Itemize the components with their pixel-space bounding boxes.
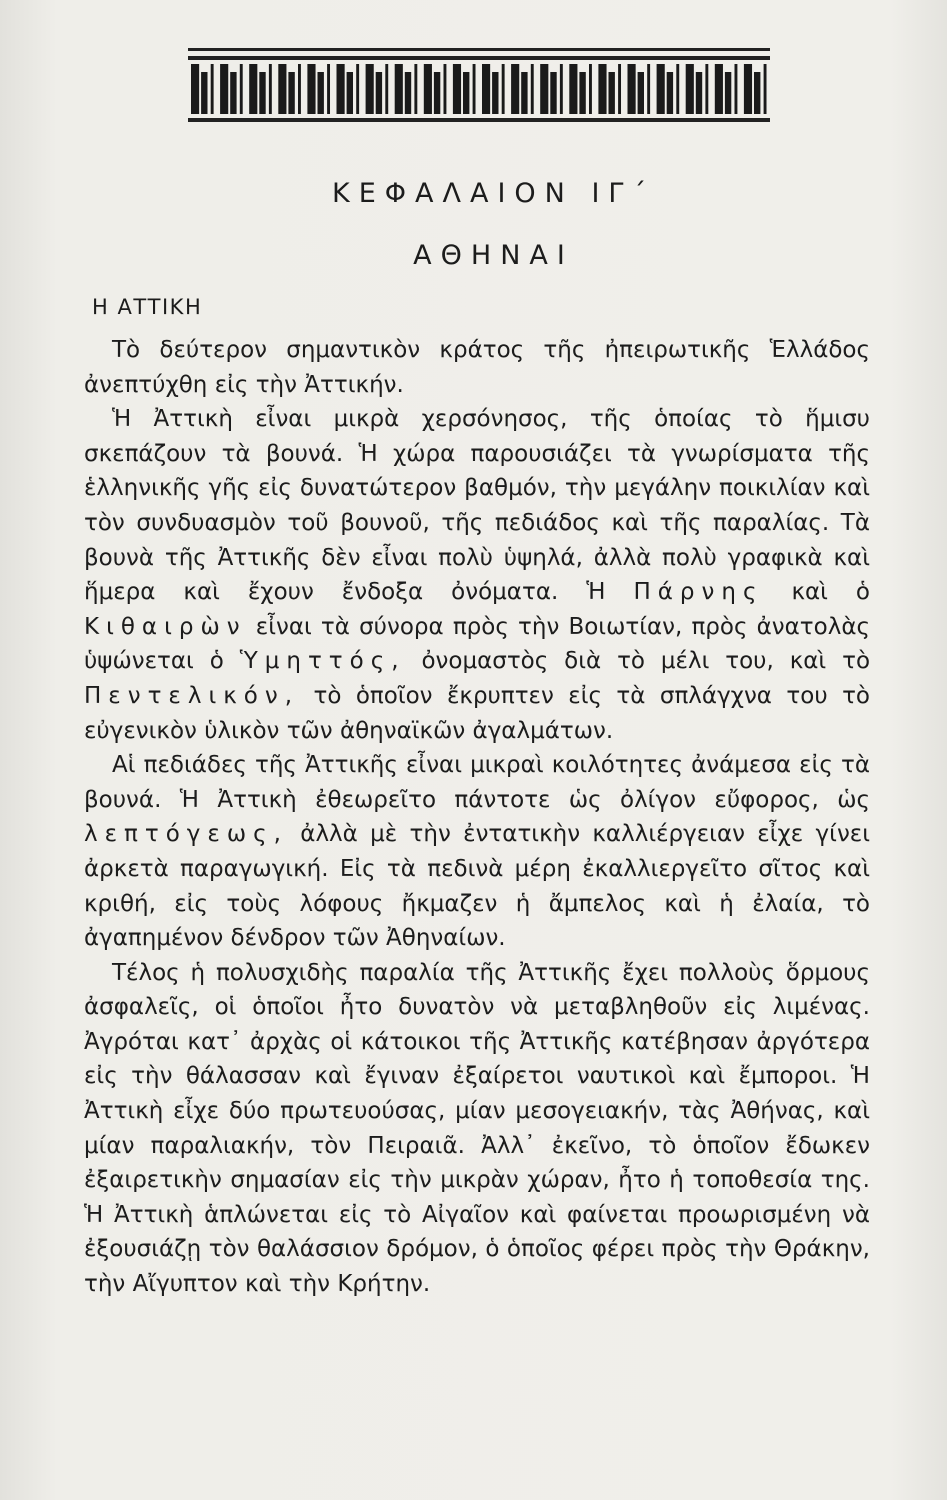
paragraph-3-text-a: Αἱ πεδιάδες τῆς Ἀττικῆς εἶναι μικραὶ κοιλότητες ἀνάμεσα εἰς τὰ βουνά. Ἡ Ἀττικὴ ἐθεωρεῖτο πάντοτε ὡς ὀλίγον εὔφορος, ὡς — [84, 752, 870, 813]
paragraph-3-text-b: ἀλλὰ μὲ τὴν ἐντατικὴν καλλιέργειαν εἶχε γίνει ἀρκετὰ παραγωγική. Εἰς τὰ πεδινὰ μέρη ἐκαλλιεργεῖτο σῖτος καὶ κριθή, εἰς τοὺς λόφους ἤκμαζεν ἡ ἄμπελος καὶ ἡ ἐλαία, τὸ ἀγαπημένον δένδρον τῶν Ἀθηναίων. — [84, 821, 871, 952]
spaced-name-parnes: Πάρνης — [633, 579, 764, 606]
paragraph-4: Τέλος ἡ πολυσχιδὴς παραλία τῆς Ἀττικῆς ἔχει πολλοὺς ὅρμους ἀσφαλεῖς, οἱ ὁποῖοι ἦτο δυνατὸν νὰ μεταβληθοῦν εἰς λιμένας. Ἀγρόται κατ᾽ ἀρχὰς οἱ κάτοικοι τῆς Ἀττικῆς κατέβησαν ἀργότερα εἰς τὴν θάλασσαν καὶ ἔγιναν ἐξαίρετοι ναυτικοὶ καὶ ἔμποροι. Ἡ Ἀττικὴ εἶχε δύο πρωτευούσας, μίαν μεσογειακήν, τὰς Ἀθήνας, καὶ μίαν παραλιακήν, τὸν Πειραιᾶ. Ἀλλ᾽ ἐκεῖνο, τὸ ὁποῖον ἔδωκεν ἐξαιρετικὴν σημασίαν εἰς τὴν μικρὰν χώραν, ἦτο ἡ τοποθεσία της. Ἡ Ἀττικὴ ἁπλώνεται εἰς τὸ Αἰγαῖον καὶ φαίνεται προωρισμένη νὰ ἐξουσιάζῃ τὸν θαλάσσιον δρόμον, ὁ ὁποῖος φέρει πρὸς τὴν Θράκην, τὴν Αἴγυπτον καὶ τὴν Κρήτην. — [84, 959, 870, 1298]
paragraph-2-text-b: καὶ ὁ — [791, 579, 870, 606]
body-text — [84, 333, 870, 1302]
spaced-name-pentelikon: Πεντελικόν, — [84, 682, 300, 709]
paragraph-3 — [84, 748, 870, 956]
section-heading: Η ΑΤΤΙΚΗ — [92, 295, 203, 319]
paragraph-2-text-c: εἶναι τὰ σύνορα πρὸς τὴν Βοιωτίαν, πρὸς ἀνατολὰς ὑψώνεται ὁ — [84, 613, 870, 675]
paragraph-1: Τὸ δεύτερον σημαντικὸν κράτος τῆς ἠπειρωτικῆς Ἑλλάδος ἀνεπτύχθη εἰς τὴν Ἀττικήν. — [84, 337, 870, 398]
chapter-number: ΚΕΦΑΛΑΙΟΝ ΙΓ΄ — [332, 178, 655, 209]
paragraph-2-text-e: τὸ ὁποῖον ἔκρυπτεν εἰς τὰ σπλάγχνα του τὸ εὐγενικὸν ὑλικὸν τῶν ἀθηναϊκῶν ἀγαλμάτων. — [84, 682, 870, 744]
paragraph-2-text-a: Ἡ Ἀττικὴ εἶναι μικρὰ χερσόνησος, τῆς ὁποίας τὸ ἥμισυ σκεπάζουν τὰ βουνά. Ἡ χώρα παρουσιάζει τὰ γνωρίσματα τῆς ἑλληνικῆς γῆς εἰς δυνατώτερον βαθμόν, τὴν μεγάλην ποικιλίαν καὶ τὸν συνδυασμὸν τοῦ βουνοῦ, τῆς πεδιάδος καὶ τῆς παραλίας. Τὰ βουνὰ τῆς Ἀττικῆς δὲν εἶναι πολὺ ὑψηλά, ἀλλὰ πολὺ γραφικὰ καὶ ἥμερα καὶ ἔχουν ἔνδοξα ὀνόματα. Ἡ — [84, 406, 870, 606]
paragraph-2-text-d: ὀνομαστὸς διὰ τὸ μέλι του, καὶ τὸ — [421, 648, 871, 675]
greek-key-ornament — [188, 48, 770, 124]
spaced-name-ymittos: Ὑμηττός, — [239, 648, 406, 675]
spaced-name-kithairon: Κιθαιρὼν — [84, 613, 247, 640]
paragraph-2 — [84, 402, 870, 748]
chapter-title: ΑΘΗΝΑΙ — [413, 240, 574, 271]
spaced-word-leptogeos: λεπτόγεως, — [84, 821, 288, 848]
